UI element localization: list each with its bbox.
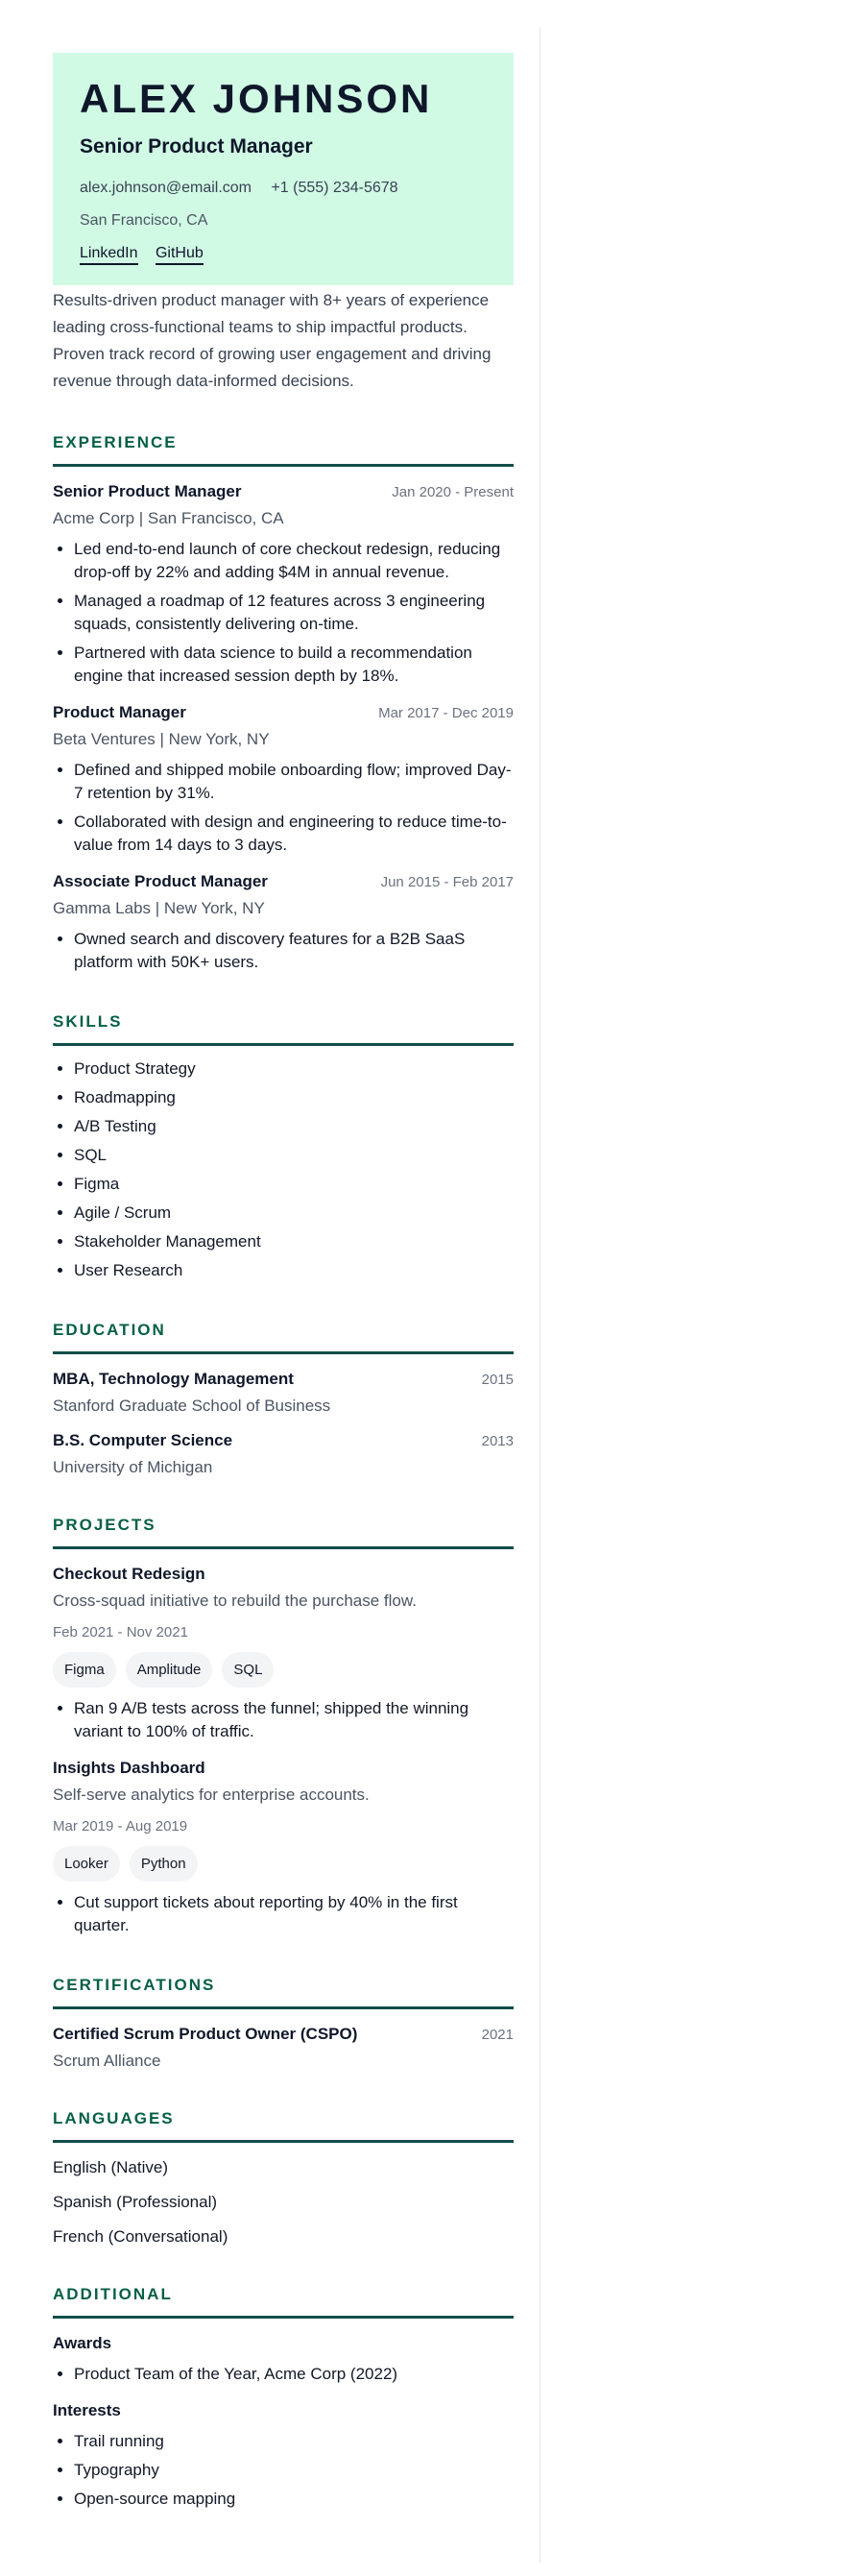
language-item: French (Conversational) bbox=[53, 2227, 228, 2246]
project-tags bbox=[53, 1846, 514, 1882]
project-date: Mar 2019 - Aug 2019 bbox=[53, 1818, 188, 1835]
job-entry bbox=[53, 482, 514, 688]
project-bullet: • Ran 9 A/B tests across the funnel; shipped the winning variant to 100% of traffic. bbox=[74, 1697, 514, 1743]
profile-links bbox=[80, 245, 487, 262]
email-link[interactable]: alex.johnson@email.com bbox=[80, 180, 252, 197]
summary-text: Results-driven product manager with 8+ years of experience leading cross-functional teams to ship impactful products. Proven track record of growing user engagement and driving revenue through data-informed decisions. bbox=[53, 291, 492, 390]
interests-heading: Interests bbox=[53, 2401, 121, 2419]
project-description: Cross-squad initiative to rebuild the purchase flow. bbox=[53, 1592, 417, 1610]
school-name: Stanford Graduate School of Business bbox=[53, 1397, 331, 1415]
school-name: University of Michigan bbox=[53, 1458, 213, 1476]
project-bullets bbox=[53, 1697, 514, 1743]
resume-header bbox=[53, 53, 514, 285]
job-bullet: • Defined and shipped mobile onboarding flow; improved Day-7 retention by 31%. bbox=[74, 759, 514, 805]
skills-list bbox=[53, 1057, 514, 1282]
tag-chip: Figma bbox=[53, 1652, 116, 1688]
project-bullet: • Cut support tickets about reporting by 40% in the first quarter. bbox=[74, 1891, 514, 1937]
education-section bbox=[53, 1321, 514, 1477]
projects-section bbox=[53, 1516, 514, 1937]
section-title-experience: EXPERIENCE bbox=[53, 433, 514, 467]
job-entry bbox=[53, 872, 514, 974]
interest-item: • Open-source mapping bbox=[74, 2488, 514, 2511]
job-bullet: • Led end-to-end launch of core checkout redesign, reducing drop-off by 22% and adding $4M in annual revenue. bbox=[74, 538, 514, 584]
job-title: Associate Product Manager bbox=[53, 872, 268, 890]
tag-chip: SQL bbox=[222, 1652, 274, 1688]
job-company: Gamma Labs | New York, NY bbox=[53, 899, 265, 917]
skill-item: • Roadmapping bbox=[74, 1086, 514, 1109]
project-bullets bbox=[53, 1891, 514, 1937]
job-date: Mar 2017 - Dec 2019 bbox=[378, 705, 514, 721]
section-title-additional: ADDITIONAL bbox=[53, 2285, 514, 2319]
language-item: Spanish (Professional) bbox=[53, 2193, 218, 2211]
job-bullet: • Collaborated with design and engineering to reduce time-to-value from 14 days to 3 days. bbox=[74, 811, 514, 857]
job-entry bbox=[53, 703, 514, 857]
education-entry bbox=[53, 1431, 514, 1477]
section-title-education: EDUCATION bbox=[53, 1321, 514, 1354]
section-title-languages: LANGUAGES bbox=[53, 2109, 514, 2143]
job-date: Jan 2020 - Present bbox=[392, 484, 514, 500]
project-description: Self-serve analytics for enterprise accounts. bbox=[53, 1786, 370, 1804]
github-link[interactable]: GitHub bbox=[156, 245, 204, 265]
job-bullets bbox=[53, 928, 514, 974]
project-name: Insights Dashboard bbox=[53, 1759, 205, 1777]
certification-year: 2021 bbox=[481, 2027, 514, 2043]
skills-section bbox=[53, 1012, 514, 1282]
job-bullet: • Partnered with data science to build a recommendation engine that increased session depth by 18%. bbox=[74, 642, 514, 688]
language-item: English (Native) bbox=[53, 2158, 168, 2176]
contact-row bbox=[80, 180, 487, 197]
degree-title: MBA, Technology Management bbox=[53, 1370, 294, 1388]
section-title-skills: SKILLS bbox=[53, 1012, 514, 1046]
job-date: Jun 2015 - Feb 2017 bbox=[380, 874, 514, 890]
skill-item: • User Research bbox=[74, 1259, 514, 1282]
certification-entry bbox=[53, 2025, 514, 2071]
job-bullet: • Owned search and discovery features for a B2B SaaS platform with 50K+ users. bbox=[74, 928, 514, 974]
awards-list bbox=[53, 2363, 514, 2386]
phone-text: +1 (555) 234-5678 bbox=[271, 180, 398, 197]
job-company: Beta Ventures | New York, NY bbox=[53, 730, 270, 748]
resume-page bbox=[53, 53, 514, 2516]
job-title: Product Manager bbox=[53, 703, 186, 721]
certifications-section bbox=[53, 1976, 514, 2071]
candidate-role: Senior Product Manager bbox=[80, 135, 313, 158]
additional-section bbox=[53, 2285, 514, 2511]
project-entry bbox=[53, 1565, 514, 1743]
certification-issuer: Scrum Alliance bbox=[53, 2052, 161, 2070]
degree-title: B.S. Computer Science bbox=[53, 1431, 233, 1449]
job-company: Acme Corp | San Francisco, CA bbox=[53, 509, 284, 527]
experience-section bbox=[53, 433, 514, 974]
skill-item: • SQL bbox=[74, 1144, 514, 1167]
skill-item: • A/B Testing bbox=[74, 1115, 514, 1138]
tag-chip: Amplitude bbox=[126, 1652, 213, 1688]
degree-year: 2013 bbox=[481, 1433, 514, 1449]
section-title-projects: PROJECTS bbox=[53, 1516, 514, 1549]
skill-item: • Agile / Scrum bbox=[74, 1202, 514, 1225]
job-bullet: • Managed a roadmap of 12 features across 3 engineering squads, consistently delivering on-time. bbox=[74, 590, 514, 636]
languages-section bbox=[53, 2109, 514, 2247]
project-name: Checkout Redesign bbox=[53, 1565, 205, 1583]
awards-heading: Awards bbox=[53, 2334, 112, 2352]
project-date: Feb 2021 - Nov 2021 bbox=[53, 1624, 188, 1640]
education-entry bbox=[53, 1370, 514, 1416]
tag-chip: Looker bbox=[53, 1846, 120, 1882]
skill-item: • Figma bbox=[74, 1173, 514, 1196]
section-title-certifications: CERTIFICATIONS bbox=[53, 1976, 514, 2009]
skill-item: • Stakeholder Management bbox=[74, 1230, 514, 1253]
interest-item: • Trail running bbox=[74, 2430, 514, 2453]
interests-list bbox=[53, 2430, 514, 2511]
degree-year: 2015 bbox=[481, 1372, 514, 1388]
job-title: Senior Product Manager bbox=[53, 482, 242, 500]
project-tags bbox=[53, 1652, 514, 1688]
tag-chip: Python bbox=[130, 1846, 198, 1882]
job-bullets bbox=[53, 538, 514, 688]
location-text: San Francisco, CA bbox=[80, 212, 208, 230]
skill-item: • Product Strategy bbox=[74, 1057, 514, 1081]
award-item: • Product Team of the Year, Acme Corp (2022) bbox=[74, 2363, 514, 2386]
certification-name: Certified Scrum Product Owner (CSPO) bbox=[53, 2025, 358, 2043]
job-bullets bbox=[53, 759, 514, 857]
interest-item: • Typography bbox=[74, 2459, 514, 2482]
linkedin-link[interactable]: LinkedIn bbox=[80, 245, 138, 265]
candidate-name: ALEX JOHNSON bbox=[80, 76, 433, 121]
project-entry bbox=[53, 1759, 514, 1937]
